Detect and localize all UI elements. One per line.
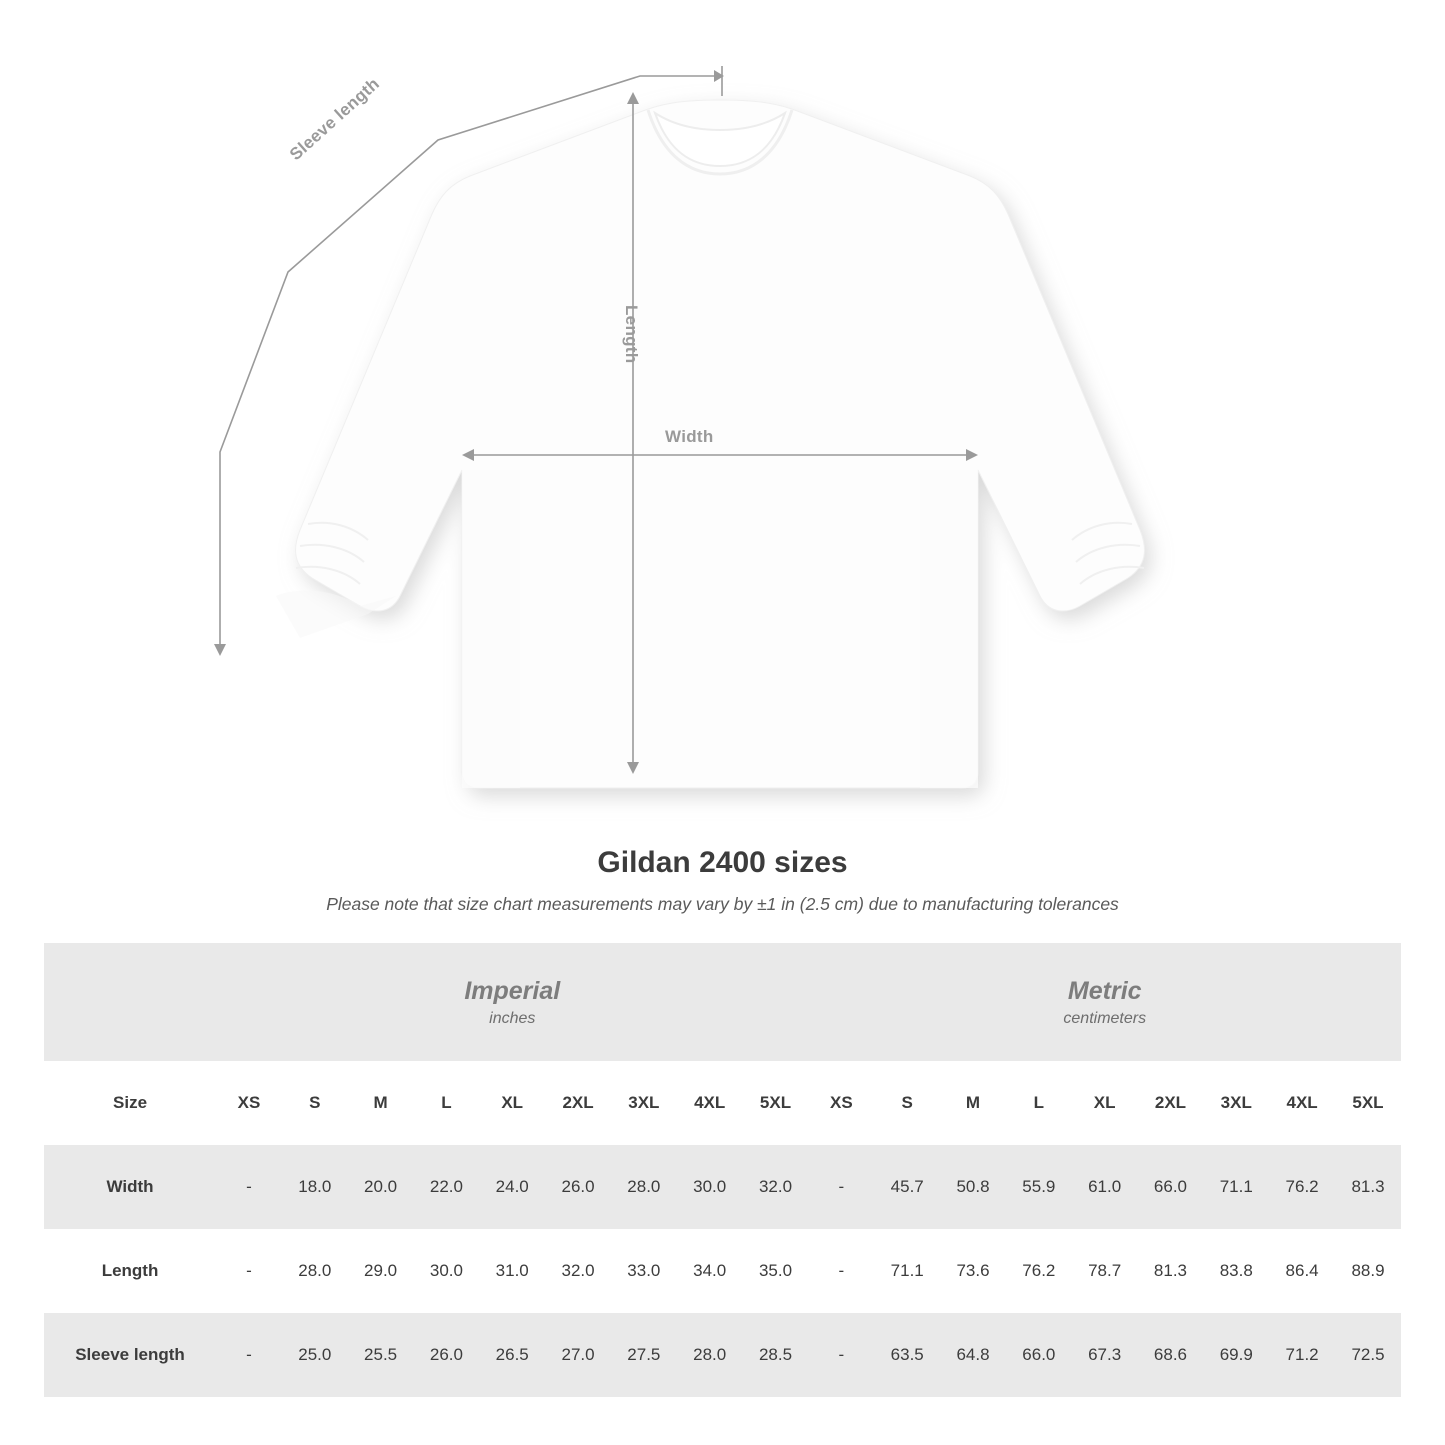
cell: 20.0	[348, 1145, 414, 1229]
unit-group-imperial-sub: inches	[489, 1009, 536, 1027]
cell: 27.5	[611, 1313, 677, 1397]
cell: 22.0	[414, 1145, 480, 1229]
size-table-wrapper	[0, 943, 1445, 1397]
col-header: M	[940, 1061, 1006, 1145]
cell: 32.0	[743, 1145, 809, 1229]
col-header: 2XL	[545, 1061, 611, 1145]
cell: 76.2	[1269, 1145, 1335, 1229]
page-title: Gildan 2400 sizes	[597, 846, 848, 879]
cell: 35.0	[743, 1229, 809, 1313]
title-block	[0, 846, 1445, 915]
cell: 78.7	[1072, 1229, 1138, 1313]
size-header-label: Size	[44, 1061, 216, 1145]
col-header: 2XL	[1138, 1061, 1204, 1145]
row-label: Sleeve length	[44, 1313, 216, 1397]
row-label: Width	[44, 1145, 216, 1229]
cell: 28.5	[743, 1313, 809, 1397]
cell: 30.0	[414, 1229, 480, 1313]
table-row	[44, 1145, 1401, 1229]
cell: 34.0	[677, 1229, 743, 1313]
shirt-shape	[296, 100, 1145, 788]
cell: 83.8	[1203, 1229, 1269, 1313]
tolerance-note: Please note that size chart measurements may vary by ±1 in (2.5 cm) due to manufacturing tolerances	[326, 894, 1119, 914]
sleeve-length-label: Sleeve length	[286, 74, 384, 165]
size-header-row	[44, 1061, 1401, 1145]
col-header: L	[414, 1061, 480, 1145]
cell: 28.0	[611, 1145, 677, 1229]
cell: 71.1	[874, 1229, 940, 1313]
cell: -	[808, 1145, 874, 1229]
col-header: 5XL	[1335, 1061, 1401, 1145]
cell: 18.0	[282, 1145, 348, 1229]
table-row	[44, 1313, 1401, 1397]
cell: 64.8	[940, 1313, 1006, 1397]
cell: 31.0	[479, 1229, 545, 1313]
cell: 67.3	[1072, 1313, 1138, 1397]
col-header: 4XL	[1269, 1061, 1335, 1145]
cell: 28.0	[282, 1229, 348, 1313]
col-header: M	[348, 1061, 414, 1145]
unit-group-metric-name: Metric	[1067, 977, 1142, 1006]
cell: 81.3	[1335, 1145, 1401, 1229]
cell: 76.2	[1006, 1229, 1072, 1313]
unit-header-row	[44, 943, 1401, 1061]
cell: -	[216, 1229, 282, 1313]
unit-group-metric	[808, 943, 1401, 1061]
col-header: XL	[1072, 1061, 1138, 1145]
cell: -	[808, 1313, 874, 1397]
cell: 61.0	[1072, 1145, 1138, 1229]
unit-group-metric-sub: centimeters	[1063, 1009, 1147, 1027]
unit-group-imperial	[216, 943, 808, 1061]
cell: 26.0	[545, 1145, 611, 1229]
size-table	[44, 943, 1401, 1397]
cell: 29.0	[348, 1229, 414, 1313]
cell: 66.0	[1138, 1145, 1204, 1229]
cell: 81.3	[1138, 1229, 1204, 1313]
col-header: XS	[808, 1061, 874, 1145]
cell: 30.0	[677, 1145, 743, 1229]
col-header: XL	[479, 1061, 545, 1145]
col-header: 3XL	[611, 1061, 677, 1145]
cell: 86.4	[1269, 1229, 1335, 1313]
cell: 26.0	[414, 1313, 480, 1397]
col-header: S	[282, 1061, 348, 1145]
cell: 25.5	[348, 1313, 414, 1397]
cell: -	[216, 1145, 282, 1229]
cell: 50.8	[940, 1145, 1006, 1229]
cell: 66.0	[1006, 1313, 1072, 1397]
table-row	[44, 1229, 1401, 1313]
col-header: L	[1006, 1061, 1072, 1145]
cell: 24.0	[479, 1145, 545, 1229]
cell: 72.5	[1335, 1313, 1401, 1397]
cell: 33.0	[611, 1229, 677, 1313]
width-label: Width	[665, 427, 714, 446]
cell: -	[808, 1229, 874, 1313]
col-header: 5XL	[743, 1061, 809, 1145]
cell: 68.6	[1138, 1313, 1204, 1397]
col-header: S	[874, 1061, 940, 1145]
cell: 27.0	[545, 1313, 611, 1397]
cell: 71.2	[1269, 1313, 1335, 1397]
cell: 63.5	[874, 1313, 940, 1397]
cell: 25.0	[282, 1313, 348, 1397]
cell: 88.9	[1335, 1229, 1401, 1313]
row-label: Length	[44, 1229, 216, 1313]
unit-spacer	[44, 943, 216, 1061]
unit-group-imperial-name: Imperial	[464, 977, 561, 1006]
col-header: 4XL	[677, 1061, 743, 1145]
cell: 26.5	[479, 1313, 545, 1397]
cell: 28.0	[677, 1313, 743, 1397]
length-label: Length	[622, 305, 641, 364]
cell: 71.1	[1203, 1145, 1269, 1229]
cell: 45.7	[874, 1145, 940, 1229]
cell: -	[216, 1313, 282, 1397]
col-header: 3XL	[1203, 1061, 1269, 1145]
cell: 32.0	[545, 1229, 611, 1313]
col-header: XS	[216, 1061, 282, 1145]
cell: 55.9	[1006, 1145, 1072, 1229]
cell: 73.6	[940, 1229, 1006, 1313]
cell: 69.9	[1203, 1313, 1269, 1397]
